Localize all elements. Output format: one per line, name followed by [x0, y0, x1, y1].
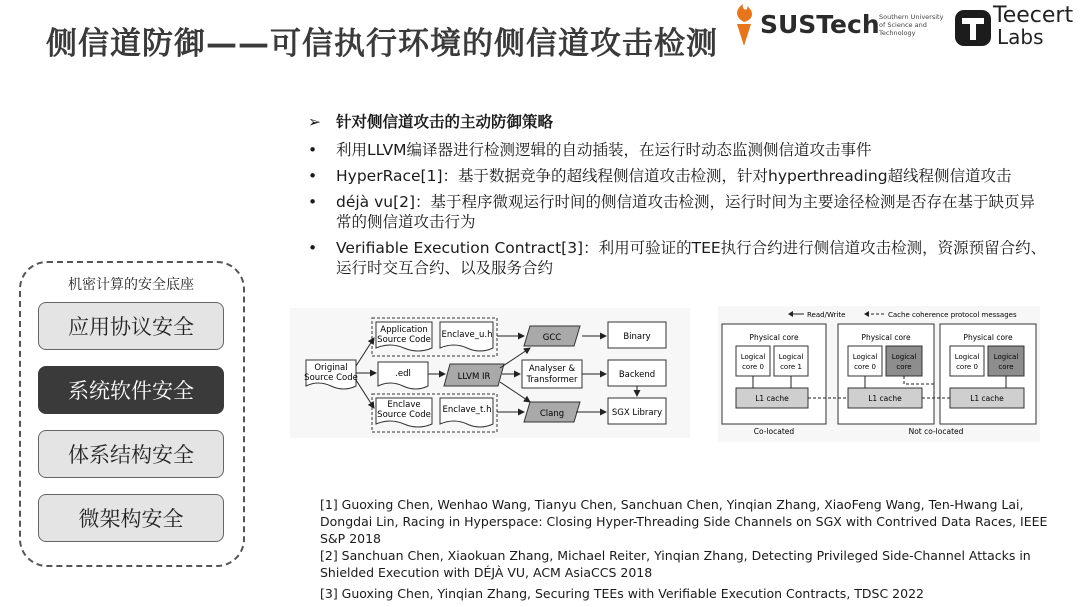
layer-architecture: 体系结构安全: [38, 430, 224, 478]
svg-text:Physical core: Physical core: [861, 333, 911, 342]
clang-label: Clang: [539, 409, 565, 419]
references: [320, 496, 1060, 602]
svg-text:Logical: Logical: [993, 353, 1019, 361]
svg-text:Logical: Logical: [954, 353, 980, 361]
layer-microarchitecture: 微架构安全: [38, 494, 224, 542]
list-item: • Verifiable Execution Contract[3]：利用可验证的TEE执行合约进行侧信道攻击检测，资源预留合约、运行时交互合约、以及服务合约: [308, 239, 1047, 277]
svg-text:L1 cache: L1 cache: [970, 394, 1004, 403]
sustech-torch-icon: [727, 2, 761, 48]
bullet-dot-icon: •: [308, 239, 318, 257]
bullet-heading: [308, 112, 1048, 132]
svg-text:core: core: [998, 363, 1014, 371]
enclave-t-label: Enclave_t.h: [442, 405, 492, 415]
teecert-logo-text: Labs: [997, 25, 1044, 49]
binary-label: Binary: [623, 332, 651, 342]
enclave-source-label-1: Enclave: [387, 400, 421, 410]
legend-coherence: Cache coherence protocol messages: [888, 311, 1017, 319]
reference-item: [3] Guoxing Chen, Yinqian Zhang, Securing TEEs with Verifiable Execution Contracts, TDSC 2022: [320, 586, 924, 601]
layer-application-protocol: 应用协议安全: [38, 302, 224, 350]
svg-text:core 1: core 1: [780, 363, 802, 371]
svg-text:core 0: core 0: [956, 363, 978, 371]
legend-read-write: Read/Write: [807, 311, 846, 319]
svg-text:Physical core: Physical core: [963, 333, 1013, 342]
enclave-source-label-2: Source Code: [377, 410, 431, 420]
list-item: • HyperRace[1]：基于数据竞争的超线程侧信道攻击检测，针对hyperthreading超线程侧信道攻击: [308, 167, 1012, 185]
list-item: • déjà vu[2]：基于程序微观运行时间的侧信道攻击检测，运行时间为主要途径检测是否存在基于缺页异常的侧信道攻击行为: [308, 193, 1036, 231]
sustech-subtitle-line: Southern University: [879, 13, 944, 21]
cache-coherence-diagram: [718, 306, 1040, 442]
not-co-located-label: Not co-located: [908, 427, 964, 436]
list-item: • 利用LLVM编译器进行检测逻辑的自动插装，在运行时动态监测侧信道攻击事件: [308, 141, 872, 159]
sustech-subtitle-line: Technology: [879, 29, 916, 37]
reference-item: [2] Sanchuan Chen, Xiaokuan Zhang, Michael Reiter, Yinqian Zhang, Detecting Privileged Side-Channel Attacks in Shielded Execution with DÉJÀ VU, ACM AsiaCCS 2018: [320, 548, 1031, 580]
sgx-library-label: SGX Library: [611, 408, 663, 418]
arrow-bullet-icon: ➢: [308, 113, 321, 131]
svg-text:L1 cache: L1 cache: [868, 394, 902, 403]
layer-system-software: 系统软件安全: [38, 366, 224, 414]
svg-text:L1 cache: L1 cache: [755, 394, 789, 403]
reference-item: [1] Guoxing Chen, Wenhao Wang, Tianyu Chen, Sanchuan Chen, Yinqian Zhang, XiaoFeng Wang, Ten-Hwang Lai, Dongdai Lin, Racing in Hyperspace: Closing Hyper-Threading Side Channels on SGX with Contrived Data Races, IEEE S&P 2018: [320, 497, 1048, 546]
security-stack-title: 机密计算的安全底座: [68, 277, 194, 293]
svg-text:core 0: core 0: [742, 363, 764, 371]
sustech-subtitle-line: of Science and: [879, 21, 927, 29]
bullet-dot-icon: •: [308, 167, 318, 185]
teecert-logo-icon: [953, 8, 993, 48]
analyser-label-2: Transformer: [526, 375, 578, 385]
svg-text:Logical: Logical: [778, 353, 804, 361]
sustech-logo-text: SUSTech: [760, 10, 880, 39]
original-source-label-1: Original: [314, 363, 348, 373]
teecert-logo-text: Teecert: [993, 3, 1074, 28]
edl-label: .edl: [395, 369, 411, 379]
bullet-dot-icon: •: [308, 193, 318, 211]
original-source-label-2: Source Code: [304, 373, 358, 383]
analyser-label-1: Analyser &: [528, 364, 576, 374]
page-title: 侧信道防御——可信执行环境的侧信道攻击检测: [46, 26, 718, 62]
physical-core-label: Physical core: [749, 333, 799, 342]
bullet-heading-text: 针对侧信道攻击的主动防御策略: [336, 113, 554, 131]
bullet-list: [308, 112, 1048, 284]
enclave-u-label: Enclave_u.h: [441, 330, 493, 340]
svg-text:Logical: Logical: [891, 353, 917, 361]
svg-text:Logical: Logical: [740, 353, 766, 361]
compile-pipeline-diagram: [290, 308, 690, 438]
svg-text:core 0: core 0: [854, 363, 876, 371]
app-source-label-2: Source Code: [377, 335, 431, 345]
gcc-label: GCC: [542, 333, 562, 343]
backend-label: Backend: [618, 370, 656, 380]
bullet-dot-icon: •: [308, 141, 318, 159]
co-located-label: Co-located: [753, 427, 795, 436]
svg-text:core: core: [896, 363, 912, 371]
llvm-ir-label: LLVM IR: [457, 372, 491, 382]
svg-text:Logical: Logical: [852, 353, 878, 361]
app-source-label-1: Application: [380, 325, 428, 335]
